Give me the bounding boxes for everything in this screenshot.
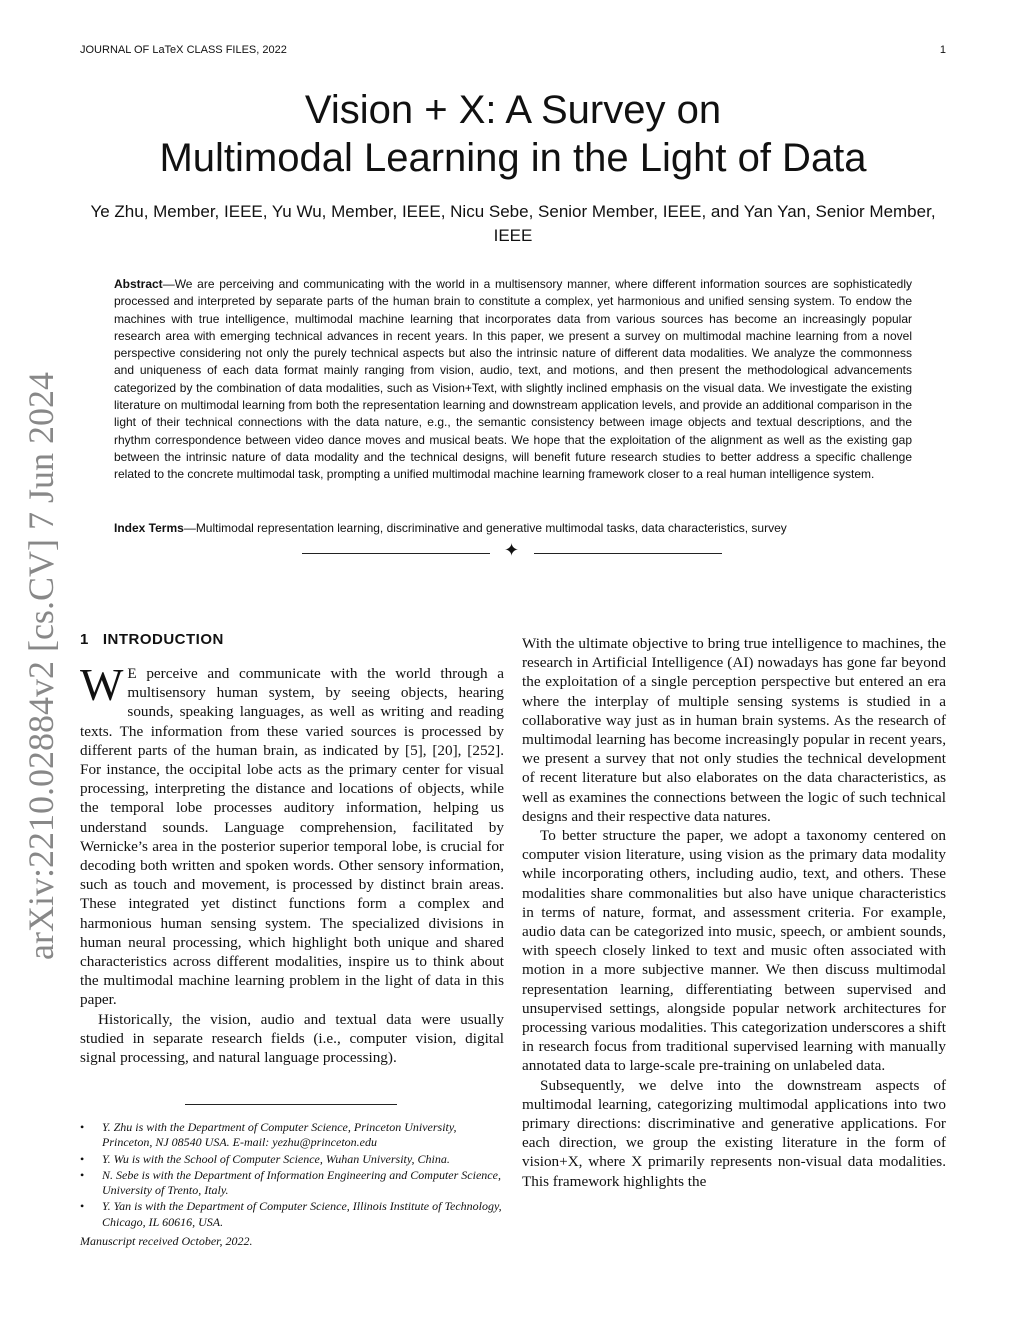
- running-header: [80, 44, 946, 60]
- journal-name: JOURNAL OF LaTeX CLASS FILES, 2022: [80, 44, 287, 56]
- section-heading: [80, 630, 504, 650]
- manuscript-note: Manuscript received October, 2022.: [80, 1234, 253, 1248]
- right-paragraph-1: With the ultimate objective to bring true intelligence to machines, the research in Artificial Intelligence (AI) nowadays has gone far beyond the exploitation of a single perception perspective but entered an era where the interplay of multiple sensing systems is studied in a collaborative way just as in human brain systems. As the research of multimodal learning has become increasingly popular in recent years, we present a survey that not only studies the technical development of recent literature but also elaborates on the data characteristics, as well as examines the connections between the logic of such technical designs and their respective data natures.: [522, 635, 946, 825]
- drop-cap: W: [80, 659, 124, 710]
- footnote-item: • N. Sebe is with the Department of Information Engineering and Computer Science, University of Trento, Italy.: [102, 1168, 504, 1199]
- footnote-rule: [185, 1104, 397, 1105]
- right-paragraph-2: To better structure the paper, we adopt a taxonomy centered on computer vision literature, using vision as the primary data modality while incorporating others, including audio, text, and others. These modalities share commonalities but also have unique characteristics in terms of nature, format, and assessment criteria. For example, audio data can be categorized into music, speech, or ambient sounds, with speech closely linked to text and music often associated with motion in a more subjective manner. We then discuss multimodal representation learning, differentiating between supervised and unsupervised settings, alongside popular network architectures for processing various modalities. This categorization underscores a shift in research focus from traditional supervised learning with manually annotated data to large-scale pre-training on unlabeled data.: [522, 827, 946, 1075]
- footnote-item: • Y. Yan is with the Department of Computer Science, Illinois Institute of Technology, Chicago, IL 60616, USA.: [102, 1199, 504, 1230]
- divider-star-icon: ✦: [504, 540, 520, 560]
- section-number: 1: [80, 631, 89, 648]
- divider-line-left: [302, 553, 490, 554]
- left-column: [80, 630, 504, 1067]
- page-number: 1: [939, 44, 946, 56]
- abstract: [114, 276, 912, 484]
- footnotes: [80, 1120, 504, 1231]
- right-column: [522, 634, 946, 1191]
- index-terms-text: —Multimodal representation learning, discriminative and generative multimodal tasks, data characteristics, survey: [183, 521, 787, 535]
- footnote-item: • Y. Wu is with the School of Computer Science, Wuhan University, China.: [102, 1152, 504, 1167]
- abstract-text: —We are perceiving and communicating with the world in a multisensory manner, where different information sources are sophisticatedly processed and interpreted by separate parts of the human brain to constitute a complex, yet harmonious and unified sensing system. To endow the machines with true intelligence, multimodal machine learning that incorporates data from various sources has become an increasingly popular research area with emerging technical advances in recent years. In this paper, we present a survey on multimodal machine learning from a novel perspective considering not only the purely technical aspects but also the intrinsic nature of different data modalities. We analyze the commonness and uniqueness of each data format mainly ranging from vision, audio, text, and motions, and then present the methodological advancements categorized by the combination of data modalities, such as Vision+Text, with slightly inclined emphasis on the visual data. We investigate the existing literature on multimodal learning from both the representation learning and downstream application levels, and provide an additional comparison in the light of their technical connections with the data nature, e.g., the semantic consistency between image objects and textual descriptions, and the rhythm correspondence between video dance moves and musical beats. We hope that the exploitation of the alignment as well as the existing gap between the intrinsic nature of data modality and the technical designs, will benefit future research studies to better address a specific challenge related to the concrete multimodal task, prompting a unified multimodal machine learning framework closer to a real human intelligence system.: [114, 277, 912, 482]
- right-paragraph-3: Subsequently, we delve into the downstream aspects of multimodal learning, categorizing multimodal applications into two primary directions: discriminative and generative applications. For each direction, we group the existing literature in the form of vision+X, where X primarily represents non-visual data modalities. This framework highlights the: [522, 1076, 946, 1190]
- index-terms: [114, 520, 912, 537]
- arxiv-identifier[interactable]: arXiv:2210.02884v2 [cs.CV] 7 Jun 2024: [21, 372, 61, 960]
- divider-line-right: [534, 553, 722, 554]
- intro-paragraph-2: Historically, the vision, audio and textual data were usually studied in separate research fields (i.e., computer vision, digital signal processing, and natural language processing).: [80, 1010, 504, 1067]
- intro-paragraph-1: [80, 659, 504, 1010]
- index-terms-label: Index Terms: [114, 521, 184, 535]
- title-line-2: Multimodal Learning in the Light of Data: [159, 136, 867, 180]
- section-title: INTRODUCTION: [102, 631, 224, 648]
- author-list: Ye Zhu, Member, IEEE, Yu Wu, Member, IEEE, Nicu Sebe, Senior Member, IEEE, and Yan Yan, Senior Member, IEEE: [90, 202, 936, 245]
- section-divider: [302, 540, 722, 563]
- footnote-item: • Y. Zhu is with the Department of Computer Science, Princeton University, Princeton, NJ 08540 USA. E-mail: yezhu@princeton.edu: [102, 1120, 504, 1151]
- abstract-label: Abstract: [114, 277, 163, 291]
- title-line-1: Vision + X: A Survey on: [304, 88, 722, 132]
- paper-title: [80, 86, 946, 182]
- intro-paragraph-1-text: E perceive and communicate with the world through a multisensory human system, by seeing objects, hearing sounds, speaking languages, as well as writing and reading texts. The information from these varied sources is processed by different parts of the human brain, as indicated by [5], [20], [252]. For instance, the occipital lobe acts as the primary center for visual processing, interpreting the distance and locations of objects, while the temporal lobe processes auditory information, helping us understand sounds. Language comprehension, facilitated by Wernicke’s area in the posterior superior temporal lobe, is crucial for decoding both written and spoken words. Other sensory information, such as touch and movement, is processed by distinct brain areas. These integrated yet distinct functions form a complex and harmonious human sensing system. The specialized divisions in human neural processing, which highlight both unique and shared characteristics across different modalities, inspire us to think about the multimodal machine learning problem in the light of data in this paper.: [80, 665, 504, 1009]
